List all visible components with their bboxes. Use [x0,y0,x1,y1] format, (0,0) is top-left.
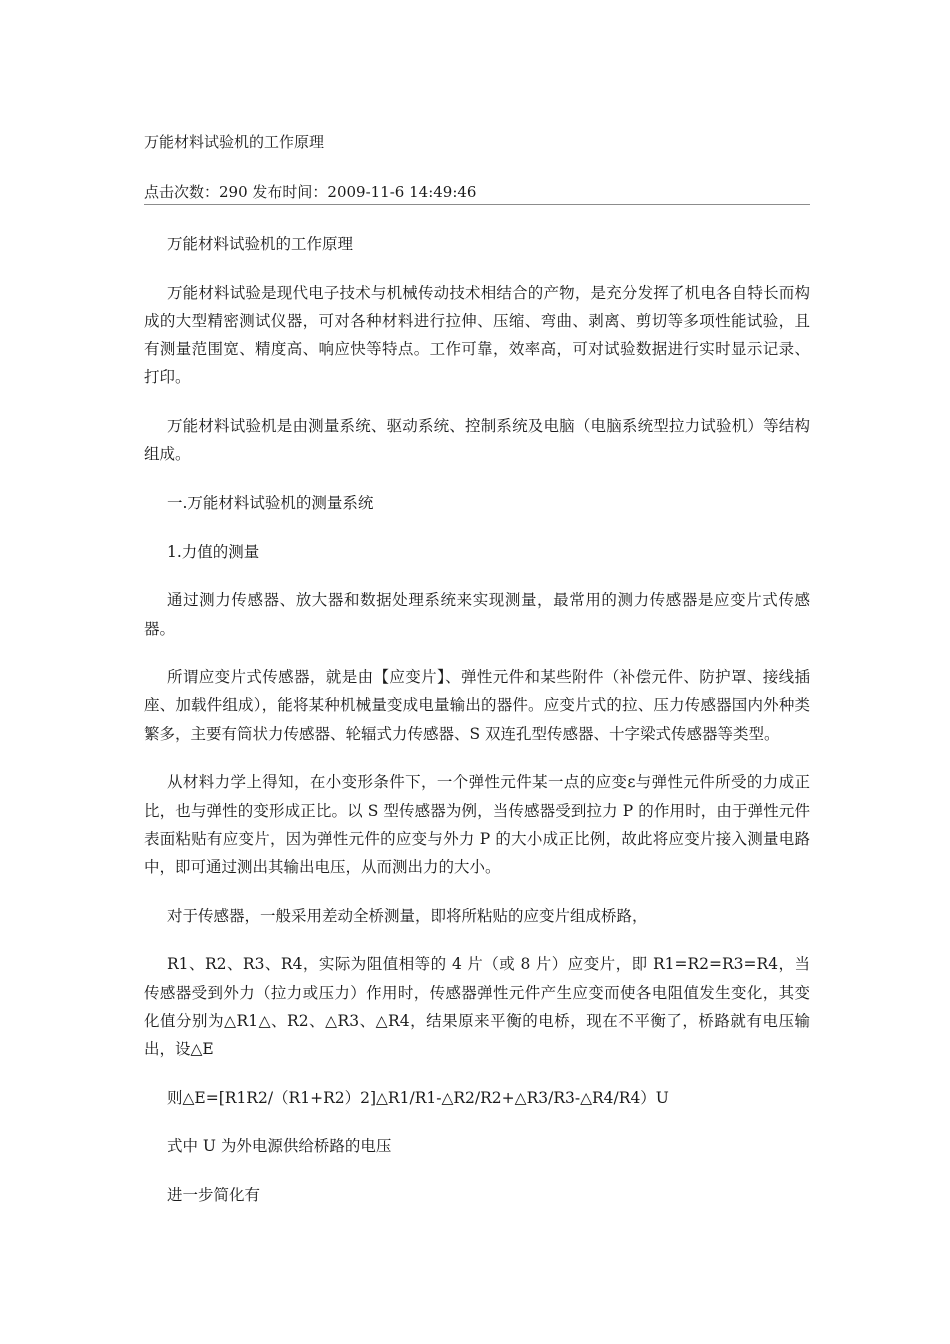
paragraph: 进一步简化有 [167,1186,261,1205]
document-title: 万能材料试验机的工作原理 [144,133,325,151]
formula-paragraph: 则△E=[R1R2/（R1+R2）2]△R1/R1-△R2/R2+△R3/R3-△R4/R4）U [167,1088,669,1107]
article-body [144,230,810,1230]
article-meta: 点击次数：290 发布时间：2009-11-6 14:49:46 [144,182,810,205]
paragraph: 式中 U 为外电源供给桥路的电压 [167,1137,392,1156]
paragraph: 所谓应变片式传感器，就是由【应变片】、弹性元件和某些附件（补偿元件、防护罩、接线插座、加载件组成），能将某种机械量变成电量输出的器件。应变片式的拉、压力传感器国内外种类繁多，主要有筒状力传感器、轮辐式力传感器、S 双连孔型传感器、十字梁式传感器等类型。 [144,668,810,743]
article-subtitle: 万能材料试验机的工作原理 [167,235,354,253]
paragraph: 万能材料试验机是由测量系统、驱动系统、控制系统及电脑（电脑系统型拉力试验机）等结构组成。 [144,417,810,464]
section-heading: 一.万能材料试验机的测量系统 [167,493,374,512]
paragraph: 通过测力传感器、放大器和数据处理系统来实现测量，最常用的测力传感器是应变片式传感器。 [144,591,810,638]
paragraph: 万能材料试验是现代电子技术与机械传动技术相结合的产物，是充分发挥了机电各自特长而构成的大型精密测试仪器，可对各种材料进行拉伸、压缩、弯曲、剥离、剪切等多项性能试验，且有测量范围宽、精度高、响应快等特点。工作可靠，效率高，可对试验数据进行实时显示记录、打印。 [144,283,810,387]
paragraph: 对于传感器，一般采用差动全桥测量，即将所粘贴的应变片组成桥路， [167,906,648,925]
subsection-heading: 1.力值的测量 [167,542,260,561]
paragraph: R1、R2、R3、R4，实际为阻值相等的 4 片（或 8 片）应变片，即 R1=R2=R3=R4，当传感器受到外力（拉力或压力）作用时，传感器弹性元件产生应变而使各电阻值发生变化，其变化值分别为△R1△、R2、△R3、△R4，结果原来平衡的电桥，现在不平衡了，桥路就有电压输出，设△E [144,955,810,1058]
paragraph: 从材料力学上得知，在小变形条件下，一个弹性元件某一点的应变ε与弹性元件所受的力成正比，也与弹性的变形成正比。以 S 型传感器为例，当传感器受到拉力 P 的作用时，由于弹性元件表面粘贴有应变片，因为弹性元件的应变与外力 P 的大小成正比例，故此将应变片接入测量电路中，即可通过测出其输出电压，从而测出力的大小。 [144,773,810,876]
